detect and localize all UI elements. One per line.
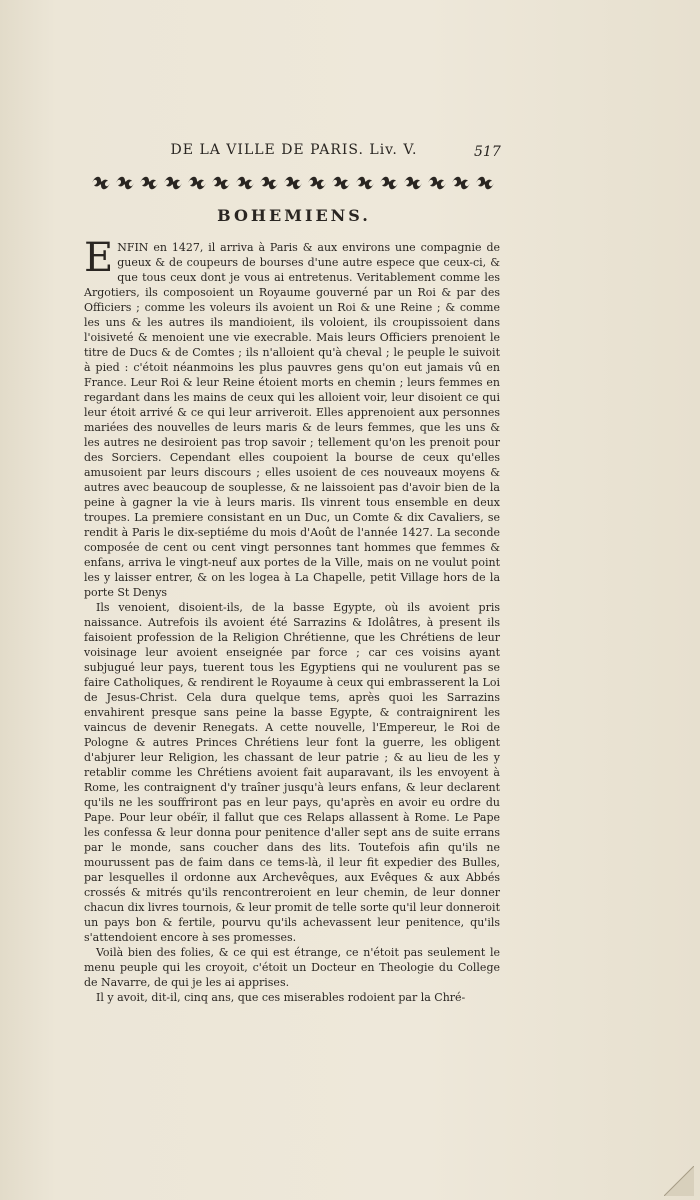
- main-text: [84, 235, 500, 1005]
- fleuron-ornament: [284, 177, 302, 190]
- paragraph-1-text: NFIN en 1427, il arriva à Paris & aux environs une compagnie de gueux & de coupeurs de bourses d'une autre espece que ceux-ci, & que tous ceux dont je vous ai entretenus. Veritablement comme les Argotiers, ils composoient un Royaume gouverné par un Roi & par des Officiers ; comme les voleurs ils avoient un Roi & une Reine ; & comme les uns & les autres ils mandioient, ils voloient, ils croupissoient dans l'oisiveté & menoient une vie execrable. Mais leurs Officiers prenoient le titre de Ducs & de Comtes ; ils n'alloient qu'à cheval ; le peuple le suivoit à pied : c'étoit néanmoins les plus pauvres gens qu'on eut jamais vû en France. Leur Roi & leur Reine étoient morts en chemin ; leurs femmes en regardant dans les mains de ceux qui les alloient voir, leur disoient ce qui leur étoit arrivé & ce qui leur arriveroit. Elles apprenoient aux personnes mariées des nouvelles de leurs maris & de leurs femmes, que les uns & les autres ne desiroient pas trop savoir ; tellement qu'on les prenoit pour des Sorciers. Cependant elles coupoient la bourse de ceux qu'elles amusoient par leurs discours ; elles usoient de ces nouveaux moyens & autres avec beaucoup de souplesse, & ne laissoient pas d'avoir bien de la peine à gagner la vie à leurs maris. Ils vinrent tous ensemble en deux troupes. La premiere consistant en un Duc, un Comte & dix Cavaliers, se rendit à Paris le dix-septiéme du mois d'Août de l'année 1427. La seconde composée de cent ou cent vingt personnes tant hommes que femmes & enfans, arriva le vingt-neuf aux portes de la Ville, mais on ne voulut point les y laisser entrer, & on les logea à La Chapelle, petit Village hors de la porte St Denys: [84, 241, 500, 599]
- fleuron-ornament: [452, 177, 470, 190]
- section-title: BOHEMIENS.: [217, 206, 371, 225]
- fleuron-ornament: [332, 177, 350, 190]
- fleuron-ornament: [428, 177, 446, 190]
- paragraph-1: [84, 235, 500, 600]
- fleuron-ornament: [356, 177, 374, 190]
- page-corner-fold: [664, 1166, 694, 1196]
- paragraph-2: Ils venoient, disoient-ils, de la basse Egypte, où ils avoient pris naissance. Autrefois ils avoient été Sarrazins & Idolâtres, à present ils faisoient profession de la Religion Chrétienne, que les Chrétiens de leur voisinage leur avoient enseignée par force ; car ces voisins ayant subjugué leur pays, tuerent tous les Egyptiens qui ne voulurent pas se faire Catholiques, & rendirent le Royaume à ceux qui embrasserent la Loi de Jesus-Christ. Cela dura quelque tems, après quoi les Sarrazins envahirent presque sans peine la basse Egypte, & contraignirent les vaincus de devenir Renegats. A cette nouvelle, l'Empereur, le Roi de Pologne & autres Princes Chrétiens leur font la guerre, les obligent d'abjurer leur Religion, les chassant de leur patrie ; & au lieu de les y retablir comme les Chrétiens avoient fait auparavant, ils les envoyent à Rome, les contraignent d'y traîner jusqu'à leurs enfans, & leur declarent qu'ils ne les souffriront pas en leur pays, qu'après en avoir eu ordre du Pape. Pour leur obéïr, il fallut que ces Relaps allassent à Rome. Le Pape les confessa & leur donna pour penitence d'aller sept ans de suite errans par le monde, sans coucher dans des lits. Toutefois afin qu'ils ne mourussent pas de faim dans ce tems-là, il leur fit expedier des Bulles, par lesquelles il ordonne aux Archevêques, aux Evêques & aux Abbés crossés & mitrés qu'ils rencontreroient en leur chemin, de leur donner chacun dix livres tournois, & leur promit de telle sorte qu'il leur donneroit un pays bon & fertile, pourvu qu'ils achevassent leur penitence, qu'ils s'attendoient encore à ses promesses.: [84, 601, 500, 944]
- fleuron-ornament: [260, 177, 278, 190]
- fleuron-ornament: [476, 177, 494, 190]
- paragraph-4: Il y avoit, dit-il, cinq ans, que ces miserables rodoient par la Chré-: [96, 991, 466, 1004]
- fleuron-ornament: [380, 177, 398, 190]
- drop-cap: E: [84, 235, 114, 281]
- ornamental-border: [86, 172, 498, 194]
- paragraph-3: Voilà bien des folies, & ce qui est étrange, ce n'étoit pas seulement le menu peuple qui les croyoit, c'étoit un Docteur en Theologie du College de Navarre, de qui je les ai apprises.: [84, 946, 500, 989]
- fleuron-ornament: [236, 177, 254, 190]
- fleuron-ornament: [140, 177, 158, 190]
- fleuron-ornament: [116, 177, 134, 190]
- running-header: DE LA VILLE DE PARIS. Liv. V.: [170, 142, 418, 158]
- fleuron-ornament: [308, 177, 326, 190]
- fleuron-ornament: [212, 177, 230, 190]
- fleuron-ornament: [404, 177, 422, 190]
- fleuron-ornament: [92, 177, 110, 190]
- fleuron-ornament: [164, 177, 182, 190]
- page-number: 517: [474, 144, 501, 160]
- fleuron-ornament: [188, 177, 206, 190]
